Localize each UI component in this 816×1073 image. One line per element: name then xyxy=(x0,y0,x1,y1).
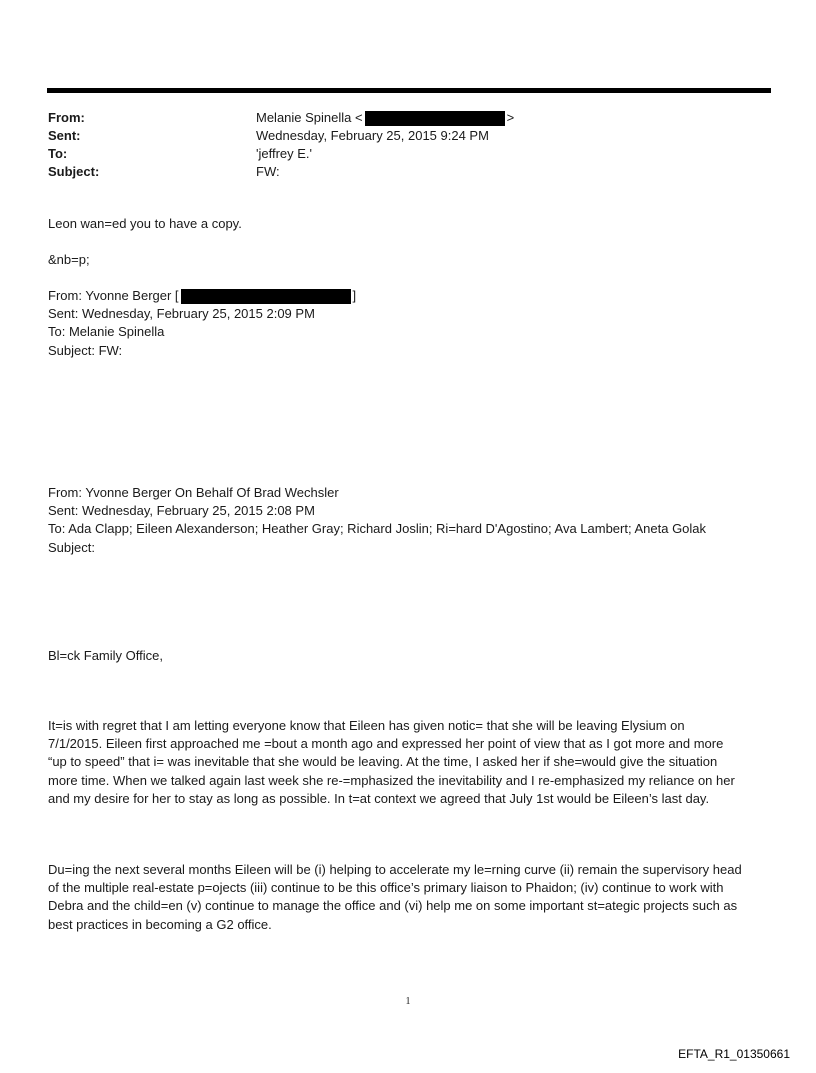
paragraph-1 xyxy=(48,717,778,808)
fwd2-to: To: Ada Clapp; Eileen Alexanderson; Heather Gray; Richard Joslin; Ri=hard D'Agostino; Ava Lambert; Aneta Golak xyxy=(48,521,707,537)
forward-header-1 xyxy=(48,287,778,360)
header-rule xyxy=(47,88,771,93)
para1-line: 7/1/2015. Eileen first approached me =bout a month ago and expressed her point of view that as I got more and more xyxy=(48,736,724,752)
para2-line: best practices in becoming a G2 office. xyxy=(48,916,272,932)
sent-row xyxy=(48,127,514,145)
to-row xyxy=(48,145,514,163)
fwd1-sent: Sent: Wednesday, February 25, 2015 2:09 PM xyxy=(48,306,315,322)
fwd1-to: To: Melanie Spinella xyxy=(48,324,165,340)
para2-line: of the multiple real-estate p=ojects (iii) continue to be this office’s primary liaison to Phaidon; (iv) continue to work with xyxy=(48,880,724,896)
fwd1-subject: Subject: FW: xyxy=(48,342,123,358)
fwd2-subject: Subject: xyxy=(48,539,95,555)
subject-value: FW: xyxy=(256,164,280,179)
fwd1-from xyxy=(48,287,778,305)
from-tail: > xyxy=(506,110,515,125)
fwd2-from: From: Yvonne Berger On Behalf Of Brad Wechsler xyxy=(48,485,339,500)
from-label: From: xyxy=(48,110,85,125)
from-value xyxy=(256,109,514,127)
para1-line: more time. When we talked again last week she re-=mphasized the inevitability and I re-emphasized my reliance on her xyxy=(48,772,735,788)
email-header xyxy=(48,109,514,181)
fwd1-from-suffix: ] xyxy=(352,288,357,303)
sent-label: Sent: xyxy=(48,128,81,143)
fwd1-from-prefix: From: Yvonne Berger [ xyxy=(48,288,179,303)
to-label: To: xyxy=(48,146,68,161)
paragraph-2 xyxy=(48,861,778,934)
para1-line: “up to speed” that i= was inevitable that she would be leaving. At the time, I asked her if she=would give the situation xyxy=(48,754,718,770)
document-id: EFTA_R1_01350661 xyxy=(678,1047,790,1061)
intro-line xyxy=(48,215,778,233)
from-row xyxy=(48,109,514,127)
para1-line: and my desire for her to stay as long as possible. In t=at context we agreed that July 1st would be Eileen’s last day. xyxy=(48,790,710,806)
from-name: Melanie Spinella < xyxy=(256,110,363,125)
intro-text: Leon wan=ed you to have a copy. xyxy=(48,216,242,231)
redaction-box xyxy=(181,289,351,304)
para1-line: It=is with regret that I am letting everyone know that Eileen has given notic= that she will be leaving Elysium on xyxy=(48,718,685,733)
salutation-text: Bl=ck Family Office, xyxy=(48,648,163,663)
forward-header-2 xyxy=(48,484,778,557)
salutation xyxy=(48,647,778,665)
redaction-box xyxy=(365,111,505,126)
to-value: 'jeffrey E.' xyxy=(256,146,313,161)
nbsp-text: &nb=p; xyxy=(48,252,90,267)
fwd2-sent: Sent: Wednesday, February 25, 2015 2:08 PM xyxy=(48,503,315,519)
para2-line: Debra and the child=en (v) continue to manage the office and (vi) help me on some important st=ategic projects such as xyxy=(48,898,738,914)
subject-label: Subject: xyxy=(48,164,100,179)
nbsp-line xyxy=(48,251,778,269)
subject-row xyxy=(48,163,514,181)
para2-line: Du=ing the next several months Eileen will be (i) helping to accelerate my le=rning curve (ii) remain the supervisory head xyxy=(48,862,742,877)
sent-value: Wednesday, February 25, 2015 9:24 PM xyxy=(256,128,489,143)
page-number: 1 xyxy=(405,996,411,1007)
